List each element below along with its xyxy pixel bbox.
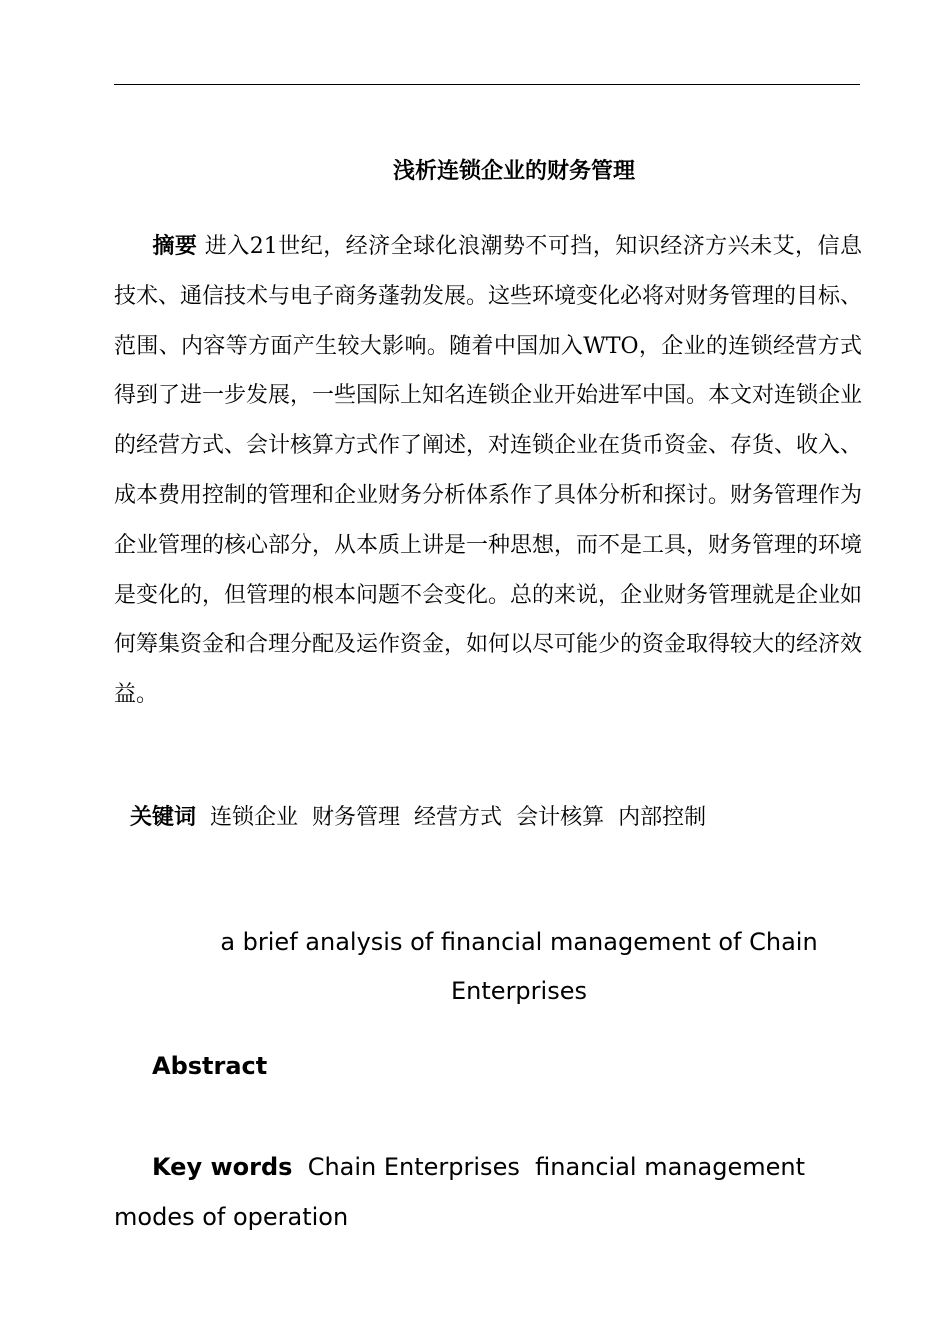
english-abstract-label: Abstract — [152, 1052, 268, 1080]
keyword: 财务管理 — [312, 805, 401, 830]
english-keyword: Chain Enterprises — [307, 1153, 520, 1181]
chinese-keywords — [130, 798, 862, 838]
keyword: 连锁企业 — [210, 805, 299, 830]
english-keywords-label: Key words — [152, 1153, 293, 1181]
keywords-label: 关键词 — [130, 805, 197, 830]
keyword: 内部控制 — [618, 805, 707, 830]
chinese-abstract — [114, 222, 862, 720]
english-keyword: modes of operation — [114, 1203, 349, 1231]
english-keyword: financial management — [535, 1153, 805, 1181]
abstract-label: 摘要 — [152, 234, 198, 259]
keyword: 经营方式 — [414, 805, 503, 830]
english-keywords — [114, 1142, 862, 1242]
abstract-text: 进入21世纪，经济全球化浪潮势不可挡，知识经济方兴未艾，信息技术、通信技术与电子商务蓬勃发展。这些环境变化必将对财务管理的目标、范围、内容等方面产生较大影响。随着中国加入WTO，企业的连锁经营方式得到了进一步发展，一些国际上知名连锁企业开始进军中国。本文对连锁企业的经营方式、会计核算方式作了阐述，对连锁企业在货币资金、存货、收入、成本费用控制的管理和企业财务分析体系作了具体分析和探讨。财务管理作为企业管理的核心部分，从本质上讲是一种思想，而不是工具，财务管理的环境是变化的，但管理的根本问题不会变化。总的来说，企业财务管理就是企业如何筹集资金和合理分配及运作资金，如何以尽可能少的资金取得较大的经济效益。 — [114, 234, 863, 708]
chinese-title: 浅析连锁企业的财务管理 — [392, 159, 635, 184]
keyword: 会计核算 — [516, 805, 605, 830]
english-title: a brief analysis of financial management of Chain Enterprises — [220, 928, 818, 1005]
header-rule — [114, 84, 860, 85]
